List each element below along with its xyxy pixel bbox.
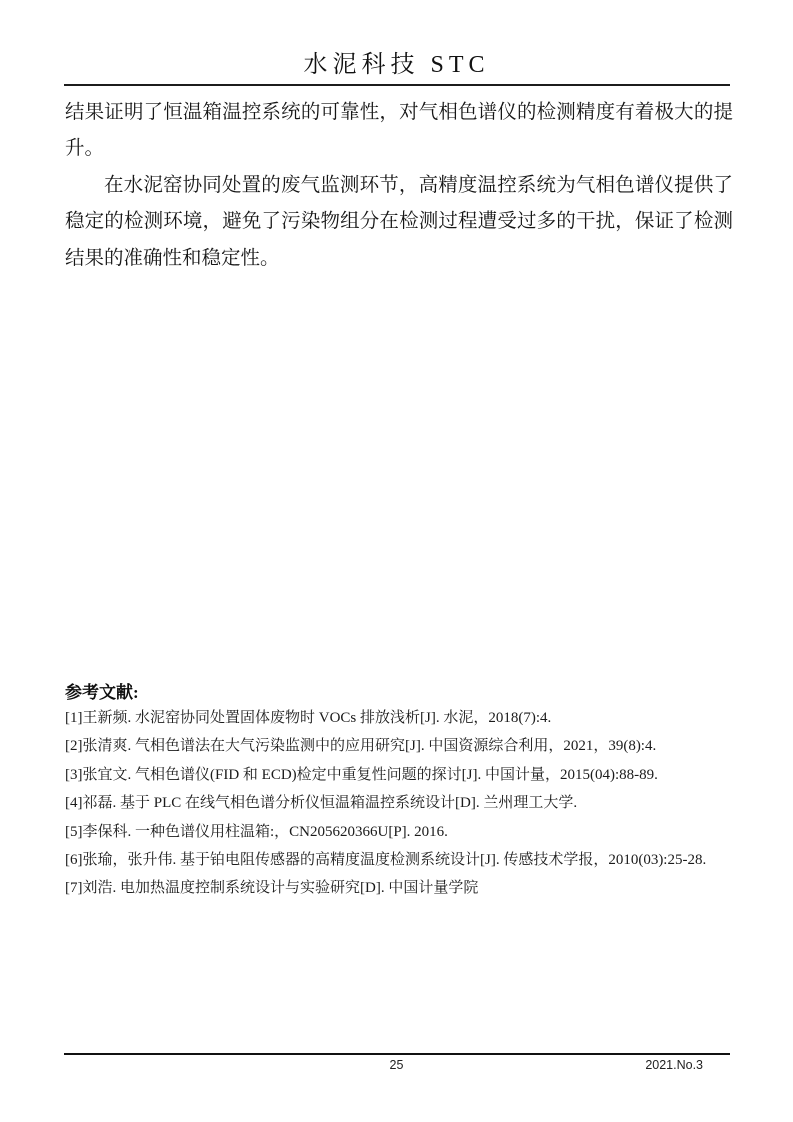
reference-item: [4]祁磊. 基于 PLC 在线气相色谱分析仪恒温箱温控系统设计[D]. 兰州理工大学.: [65, 795, 578, 812]
reference-list: [65, 704, 777, 903]
footer-rule: [64, 1053, 730, 1055]
reference-item: [7]刘浩. 电加热温度控制系统设计与实验研究[D]. 中国计量学院: [65, 880, 479, 897]
paragraph-continuation: 结果证明了恒温箱温控系统的可靠性，对气相色谱仪的检测精度有着极大的提升。: [65, 102, 733, 160]
page-number: 25: [389, 1058, 404, 1072]
paragraph: 在水泥窑协同处置的废气监测环节，高精度温控系统为气相色谱仪提供了稳定的检测环境，避免了污染物组分在检测过程遭受过多的干扰，保证了检测结果的准确性和稳定性。: [65, 174, 733, 269]
header-rule: [64, 84, 730, 86]
reference-item: [2]张清爽. 气相色谱法在大气污染监测中的应用研究[J]. 中国资源综合利用，2021，39(8):4.: [65, 738, 657, 755]
references-heading: 参考文献:: [65, 683, 139, 702]
reference-item: [3]张宜文. 气相色谱仪(FID 和 ECD)检定中重复性问题的探讨[J]. 中国计量，2015(04):88-89.: [65, 766, 658, 783]
reference-item: [1]王新频. 水泥窑协同处置固体废物时 VOCs 排放浅析[J]. 水泥，2018(7):4.: [65, 710, 552, 726]
journal-title: 水泥科技 STC: [303, 52, 490, 78]
reference-item: [5]李保科. 一种色谱仪用柱温箱:，CN205620366U[P]. 2016.: [65, 823, 448, 840]
reference-item: [6]张瑜，张升伟. 基于铂电阻传感器的高精度温度检测系统设计[J]. 传感技术学报，2010(03):25-28.: [65, 852, 707, 869]
body-text: [65, 95, 733, 277]
issue-label: 2021.No.3: [645, 1058, 703, 1072]
